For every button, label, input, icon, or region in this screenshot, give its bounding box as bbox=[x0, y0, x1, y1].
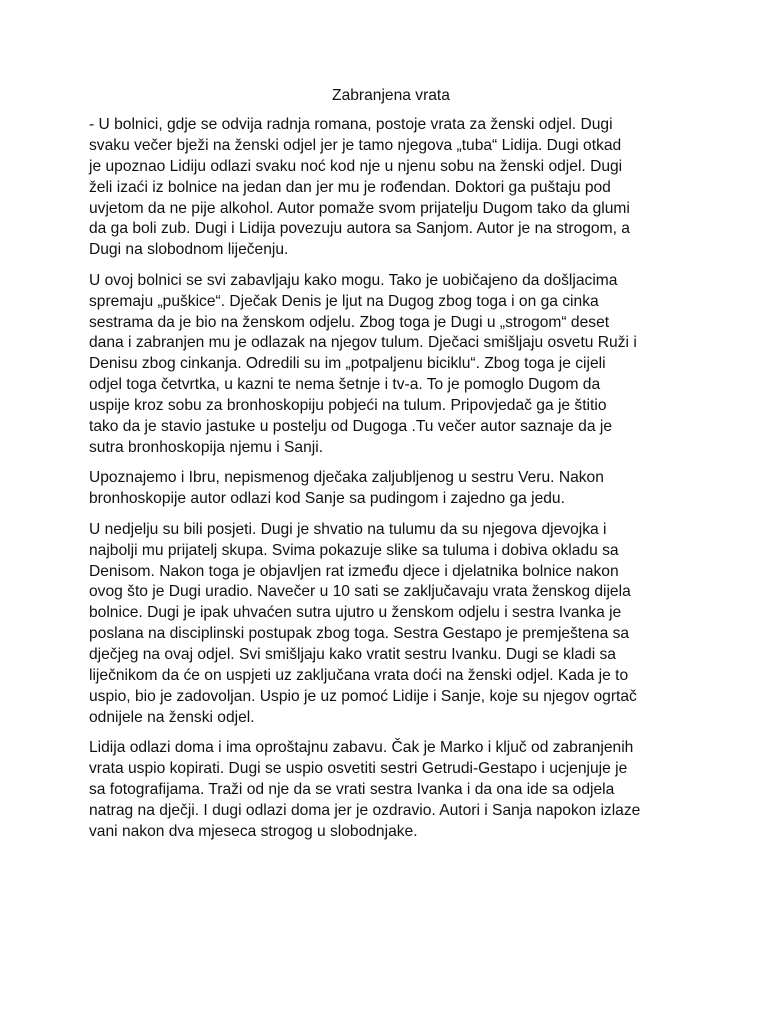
paragraph-3: Upoznajemo i Ibru, nepismenog dječaka zaljubljenog u sestru Veru. Nakon bronhoskopije autor odlazi kod Sanje sa pudingom i zajedno ga jedu. bbox=[89, 469, 604, 508]
document-title: Zabranjena vrata bbox=[332, 87, 450, 104]
paragraph-5: Lidija odlazi doma i ima oproštajnu zabavu. Čak je Marko i ključ od zabranjenih vrata uspio kopirati. Dugi se uspio osvetiti sestri Getrudi-Gestapo i ucjenjuje je sa fotografijama. Traži od nje da se vrati sestra Ivanka i da ona ide sa odjela natrag na dječji. I dugi odlazi doma jer je ozdravio. Autori i Sanja napokon izlaze vani nakon dva mjeseca strogog u slobodnjake. bbox=[89, 739, 641, 840]
paragraph-1: - U bolnici, gdje se odvija radnja romana, postoje vrata za ženski odjel. Dugi svaku večer bježi na ženski odjel jer je tamo njegova „tuba“ Lidija. Dugi otkad je upoznao Lidiju odlazi svaku noć kod nje u njenu sobu na ženski odjel. Dugi želi izaći iz bolnice na jedan dan jer mu je rođendan. Doktori ga puštaju pod uvjetom da ne pije alkohol. Autor pomaže svom prijatelju Dugom tako da glumi da ga boli zub. Dugi i Lidija povezuju autora sa Sanjom. Autor je na strogom, a Dugi na slobodnom liječenju. bbox=[89, 115, 630, 259]
document-page bbox=[89, 86, 693, 852]
paragraph-2: U ovoj bolnici se svi zabavljaju kako mogu. Tako je uobičajeno da došljacima spremaju „puškice“. Dječak Denis je ljut na Dugog zbog toga i on ga cinka sestrama da je bio na ženskom odjelu. Zbog toga je Dugi u „strogom“ deset dana i zabranjen mu je odlazak na njegov tulum. Dječaci smišljaju osvetu Ruži i Denisu zbog cinkanja. Odredili su im „potpaljenu biciklu“. Zbog toga je cijeli odjel toga četvrtka, u kazni te nema šetnje i tv-a. To je pomoglo Dugom da uspije kroz sobu za bronhoskopiju pobjeći na tulum. Pripovjedač ga je štitio tako da je stavio jastuke u postelju od Dugoga .Tu večer autor saznaje da je sutra bronhoskopija njemu i Sanji. bbox=[89, 271, 637, 456]
paragraph-4: U nedjelju su bili posjeti. Dugi je shvatio na tulumu da su njegova djevojka i najbolji mu prijatelj skupa. Svima pokazuje slike sa tuluma i dobiva okladu sa Denisom. Nakon toga je objavljen rat između djece i djelatnika bolnice nakon ovog što je Dugi uradio. Navečer u 10 sati se zaključavaju vrata ženskog dijela bolnice. Dugi je ipak uhvaćen sutra ujutro u ženskom odjelu i sestra Ivanka je poslana na disciplinski postupak zbog toga. Sestra Gestapo je premještena sa dječjeg na ovaj odjel. Svi smišljaju kako vratit sestru Ivanku. Dugi se kladi sa liječnikom da će on uspjeti uz zaključana vrata doći na ženski odjel. Kada je to uspio, bio je zadovoljan. Uspio je uz pomoć Lidije i Sanje, koje su njegov ogrtač odnijele na ženski odjel. bbox=[89, 520, 637, 726]
